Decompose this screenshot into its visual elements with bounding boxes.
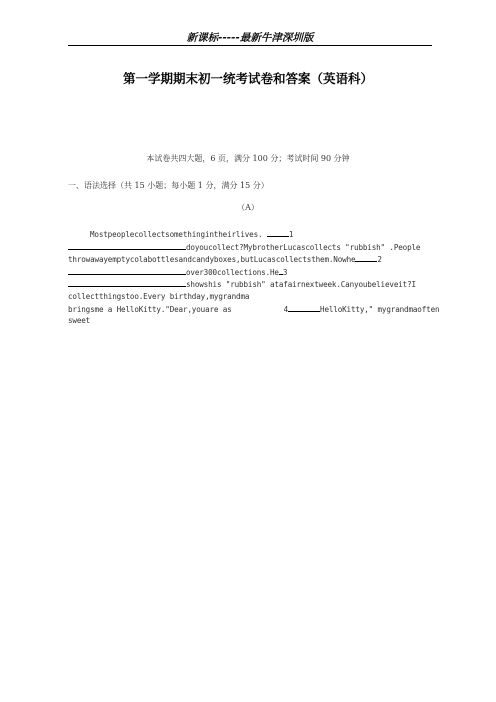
answer-blank: [68, 266, 186, 275]
answer-blank: [288, 303, 320, 312]
passage-text: HelloKitty," mygrandmaoften: [320, 304, 440, 314]
passage-line: [68, 228, 438, 241]
reading-passage: [68, 228, 438, 327]
passage-text: sweet: [68, 316, 91, 326]
passage-line: [68, 291, 438, 303]
answer-blank: [355, 253, 377, 262]
passage-text: throwawayemptycolabottlesandcandyboxes,butLucascollectsthem.Nowhe: [68, 255, 356, 265]
blank-number: 3: [282, 267, 288, 277]
header-divider: [68, 45, 432, 46]
document-title: 第一学期期末初一统考试卷和答案（英语科）: [122, 71, 373, 86]
passage-line: [68, 266, 438, 279]
passage-line: [68, 303, 438, 316]
passage-line: [68, 278, 438, 291]
passage-text: Mostpeoplecollectsomethingintheirlives.: [90, 230, 263, 239]
answer-blank: [68, 241, 186, 250]
section-heading: 一、语法选择（共 15 小题；每小题 1 分，满分 15 分）: [68, 181, 269, 190]
blank-number: 1: [288, 230, 294, 239]
passage-text: over300collections.He: [186, 267, 279, 277]
passage-text: collectthingstoo.Every birthday,mygrandma: [68, 291, 250, 301]
answer-blank: [68, 278, 186, 287]
blank-number: 2: [377, 255, 382, 265]
passage-line: [68, 315, 438, 327]
answer-blank: [267, 228, 289, 237]
passage-text: showshis "rubbish" atafairnextweek.Canyoubelieveit?I: [186, 280, 416, 290]
passage-text: bringsme a HelloKitty."Dear,youare as: [68, 304, 232, 314]
blank-number: 4: [283, 304, 289, 314]
passage-text: doyoucollect?MybrotherLucascollects "rubbish" .People: [186, 242, 421, 252]
exam-instructions: 本试卷共四大题，6 页，满分 100 分；考试时间 90 分钟: [146, 154, 350, 163]
passage-line: [68, 253, 438, 266]
passage-line: [68, 241, 438, 254]
part-label: （A）: [237, 203, 259, 212]
page-header: 新课标-----最新牛津深圳版: [186, 32, 314, 44]
